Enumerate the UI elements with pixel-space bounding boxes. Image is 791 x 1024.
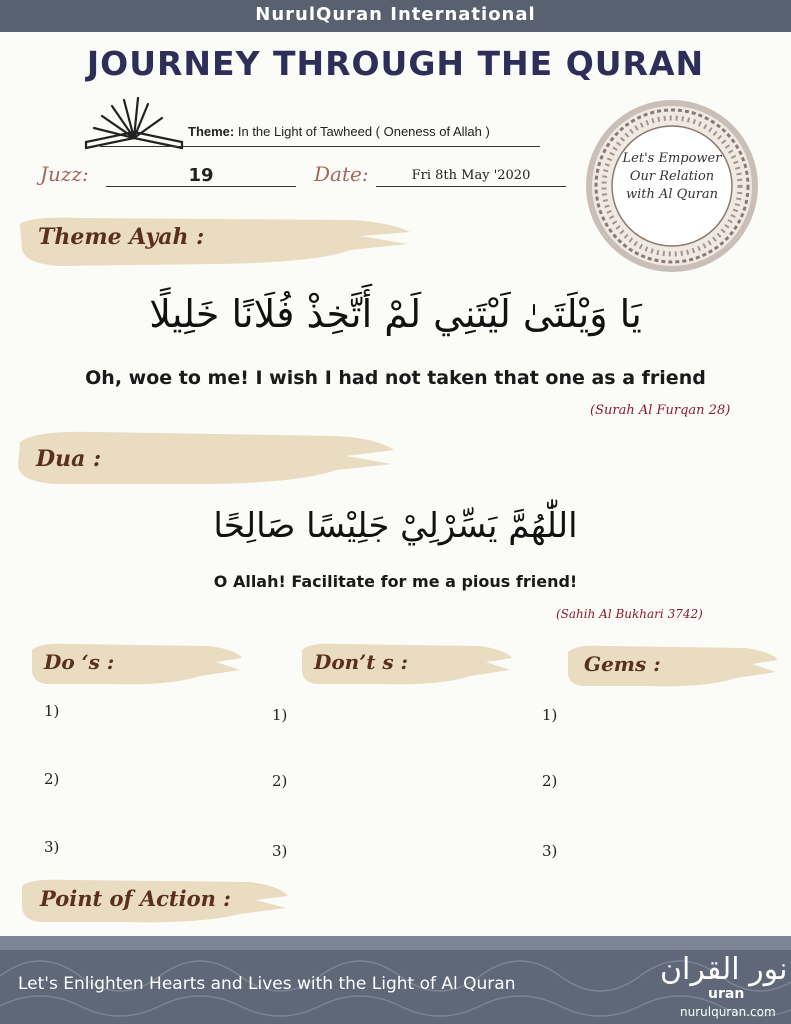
site-url[interactable]: nurulquran.com — [680, 1005, 776, 1019]
open-book-icon — [82, 92, 192, 152]
badge-line-1: Let's Empower — [622, 151, 722, 166]
logo-latin: uran — [708, 986, 745, 1002]
gems-item-3[interactable]: 3) — [542, 842, 558, 860]
dua-translation: O Allah! Facilitate for me a pious friend! — [213, 572, 578, 591]
logo-arabic: نور القران — [660, 952, 788, 987]
theme-ayah-arabic: يَا وَيْلَتَىٰ لَيْتَنِي لَمْ أَتَّخِذْ فُلَانًا خَلِيلًا — [149, 292, 642, 336]
donts-item-3[interactable]: 3) — [272, 842, 288, 860]
donts-item-2[interactable]: 2) — [272, 772, 288, 790]
date-underline — [376, 186, 566, 187]
juzz-value: 19 — [188, 165, 214, 186]
gems-heading: Gems : — [584, 652, 661, 676]
juzz-label: Juzz: — [40, 162, 89, 186]
donts-item-1[interactable]: 1) — [272, 706, 288, 724]
theme-row — [188, 124, 490, 139]
badge-line-3: with Al Quran — [625, 187, 719, 202]
org-name: NurulQuran International — [255, 4, 536, 25]
theme-ayah-reference: (Surah Al Furqan 28) — [590, 403, 731, 418]
dos-item-2[interactable]: 2) — [44, 770, 60, 788]
dua-heading: Dua : — [36, 446, 102, 472]
theme-ayah-heading: Theme Ayah : — [38, 224, 205, 250]
date-label: Date: — [314, 162, 369, 186]
bottom-strip — [0, 936, 791, 950]
dua-arabic: اللّٰهُمَّ يَسِّرْلِيْ جَلِيْسًا صَالِحًا — [213, 506, 578, 546]
gems-item-2[interactable]: 2) — [542, 772, 558, 790]
badge-text — [612, 150, 732, 204]
badge-line-2: Our Relation — [629, 169, 715, 184]
juzz-underline — [106, 186, 296, 187]
gems-item-1[interactable]: 1) — [542, 706, 558, 724]
date-value: Fri 8th May '2020 — [411, 168, 531, 183]
theme-underline — [100, 146, 540, 147]
point-of-action-heading: Point of Action : — [40, 886, 231, 911]
theme-value: In the Light of Tawheed ( Oneness of Allah ) — [237, 124, 490, 139]
dos-item-3[interactable]: 3) — [44, 838, 60, 856]
theme-label: Theme: — [188, 124, 235, 139]
dos-heading: Do ‘s : — [44, 650, 115, 674]
page-title: JOURNEY THROUGH THE QURAN — [86, 44, 705, 83]
donts-heading: Don’t s : — [314, 650, 408, 674]
dua-reference: (Sahih Al Bukhari 3742) — [556, 607, 703, 621]
footer-tagline: Let's Enlighten Hearts and Lives with the Light of Al Quran — [18, 974, 516, 994]
theme-ayah-translation: Oh, woe to me! I wish I had not taken that one as a friend — [85, 367, 706, 389]
dos-item-1[interactable]: 1) — [44, 702, 60, 720]
